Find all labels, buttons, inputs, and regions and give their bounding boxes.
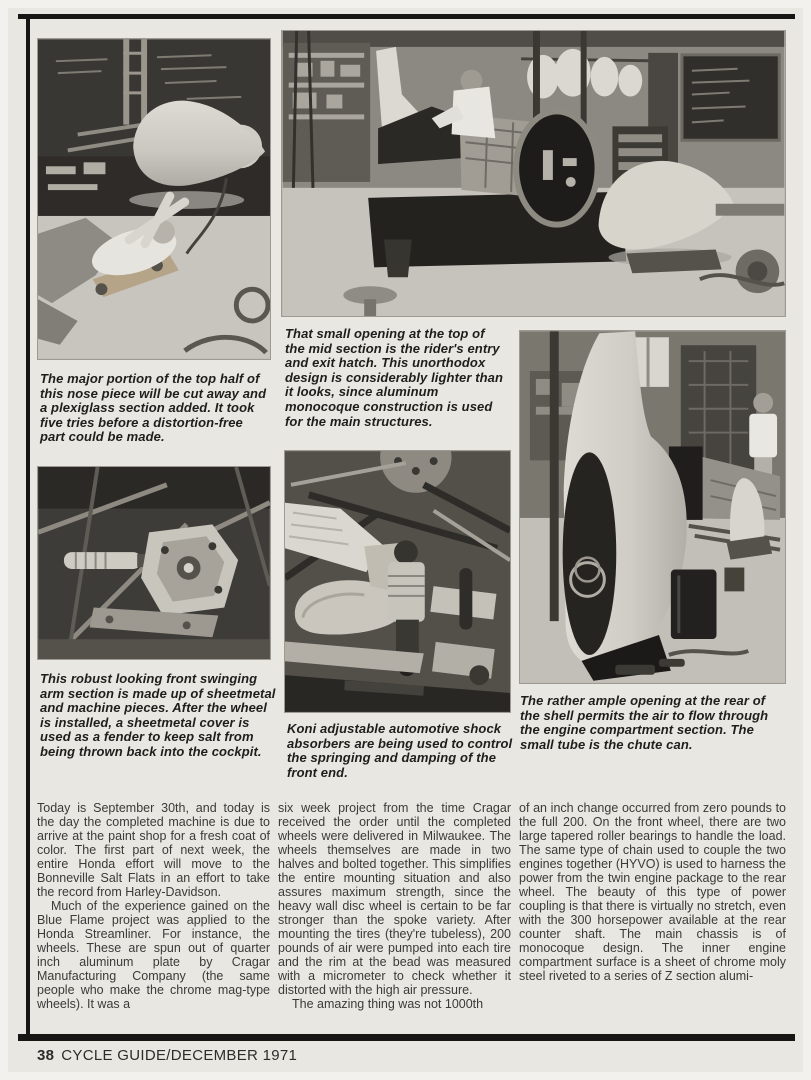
article-column-2 — [278, 801, 511, 1011]
caption-koni: Koni adjustable automotive shock absorbers are being used to control the springing and damping of the front end. — [287, 721, 513, 780]
tail-shell-photo — [519, 330, 786, 684]
caption-nose-piece: The major portion of the top half of this nose piece will be cut away and a plexiglass section added. It took five tries before a distortion-free part could be made. — [40, 371, 267, 445]
page-number: 38 — [37, 1047, 55, 1064]
article-paragraph: The amazing thing was not 1000th — [292, 997, 484, 1011]
left-rule — [26, 14, 30, 1041]
article-paragraph: Much of the experience gained on the Blue Flame project was applied to the Honda Streamliner. For instance, the wheels. These are spun out of quarter inch aluminum plate by Cragar Manufacturing Company (the same people who make the chrome mag-type wheels). It was a — [37, 899, 270, 1011]
workshop-photo-illustration — [282, 31, 785, 316]
workshop-photo — [281, 30, 786, 317]
caption-tail-shell: The rather ample opening at the rear of the shell permits the air to flow through the engine compartment section. The small tube is the chute can. — [520, 693, 769, 752]
article-paragraph: of an inch change occurred from zero pounds to the full 200. On the front wheel, there are two large tapered roller bearings to handle the load. The same type of chain used to couple the two engines together (HYVO) is used to harness the power from the twin engine package to the rear wheel. The beauty of this type of power coupling is that there is virtually no stretch, even with the 300 horsepower available at the rear counter shaft. The main chassis is of monocoque design. The inner engine compartment surface is a sheet of chrome moly steel riveted to a series of Z section alumi- — [519, 801, 786, 983]
swing-arm-photo — [37, 466, 271, 660]
koni-shock-photo-illustration — [285, 451, 510, 712]
nose-piece-photo — [37, 38, 271, 360]
top-rule — [18, 14, 795, 19]
article-paragraph: Today is September 30th, and today is the day the completed machine is due to arrive at the paint shop for a fresh coat of color. The first part of next week, the entire Honda effort will move to the Bonneville Salt Flats in an effort to take the record from Harley-Davidson. — [37, 801, 270, 899]
article-paragraph: six week project from the time Cragar received the order until the completed wheels were delivered in Milwaukee. The wheels themselves are made in two halves and bolted together. This simplifies the entire mounting situation and also assures maximum strength, since the heavy wall disc wheel is certain to be far stronger than the spoke variety. After mounting the tires (they're tubeless), 200 pounds of air were pumped into each tire and the rim at the bead was measured with a micrometer to check whether it distorted with the high air pressure. — [278, 801, 511, 997]
article-column-1 — [37, 801, 270, 1011]
article-column-3 — [519, 801, 786, 983]
caption-swing-arm: This robust looking front swinging arm section is made up of sheetmetal and machine pieces. After the wheel is installed, a sheetmetal cover is used as a fender to keep salt from being thrown back into the cockpit. — [40, 671, 276, 759]
page-footer — [37, 1047, 297, 1064]
bottom-rule — [18, 1034, 795, 1041]
nose-piece-photo-illustration — [38, 39, 270, 359]
swing-arm-photo-illustration — [38, 467, 270, 659]
caption-mid-section: That small opening at the top of the mid section is the rider's entry and exit hatch. This unorthodox design is considerably lighter than it looks, since aluminum monocoque construction is used for the main structures. — [285, 326, 504, 429]
koni-shock-photo — [284, 450, 511, 713]
tail-shell-photo-illustration — [520, 331, 785, 683]
publication-title: CYCLE GUIDE/DECEMBER 1971 — [61, 1047, 298, 1064]
